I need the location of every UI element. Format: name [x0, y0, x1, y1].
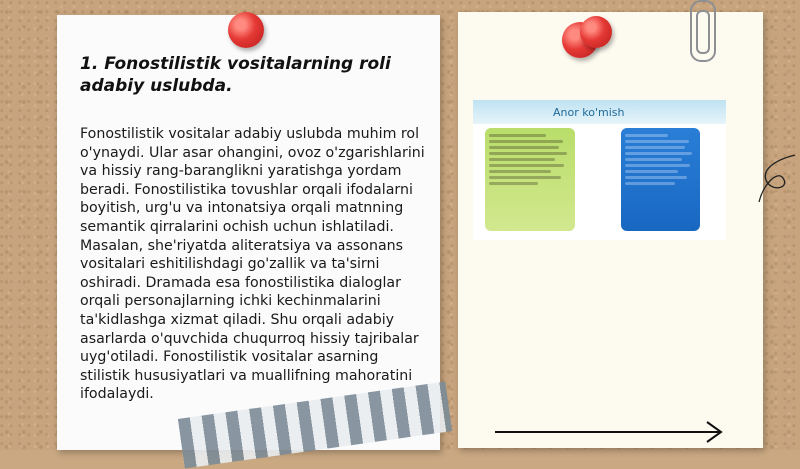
scribble-icon — [755, 150, 800, 210]
embedded-image-title: Anor ko'mish — [553, 106, 625, 119]
blue-scroll-panel — [621, 128, 700, 231]
slide-body-text: Fonostilistik vositalar adabiy uslubda muhim rol o'ynaydi. Ular asar ohangini, ovoz o'zgarishlarini va hissiy rang-baranglikni yaratishga yordam beradi. Fonostilistika tovushlar orqali ifodalarni boyitish, urg'u va intonatsiya orqali matnning semantik qirralarini ochish uchun ishlatiladi. Masalan, she'riyatda aliteratsiya va assonans vositalari eshitilishdagi go'zallik va ta'sirni oshiradi. Dramada esa fonostilistika dialoglar orqali personajlarning ichki kechinmalarini ta'kidlashga xizmat qiladi. Shu orqali adabiy asarlarda o'quvchida chuqurroq hissiy tajribalar uyg'otiladi. Fonostilistik vositalar asarning stilistik hususiyatlari va muallifning mahoratini ifodalaydi. — [80, 126, 425, 403]
paperclip-icon — [690, 0, 716, 62]
embedded-image — [473, 100, 726, 240]
push-pin-icon — [580, 16, 612, 48]
push-pin-icon — [228, 12, 264, 48]
green-scroll-panel — [485, 128, 575, 231]
slide-heading: 1. Fonostilistik vositalarning roli adabiy uslubda. — [80, 54, 391, 96]
arrow-right-icon — [495, 420, 725, 444]
